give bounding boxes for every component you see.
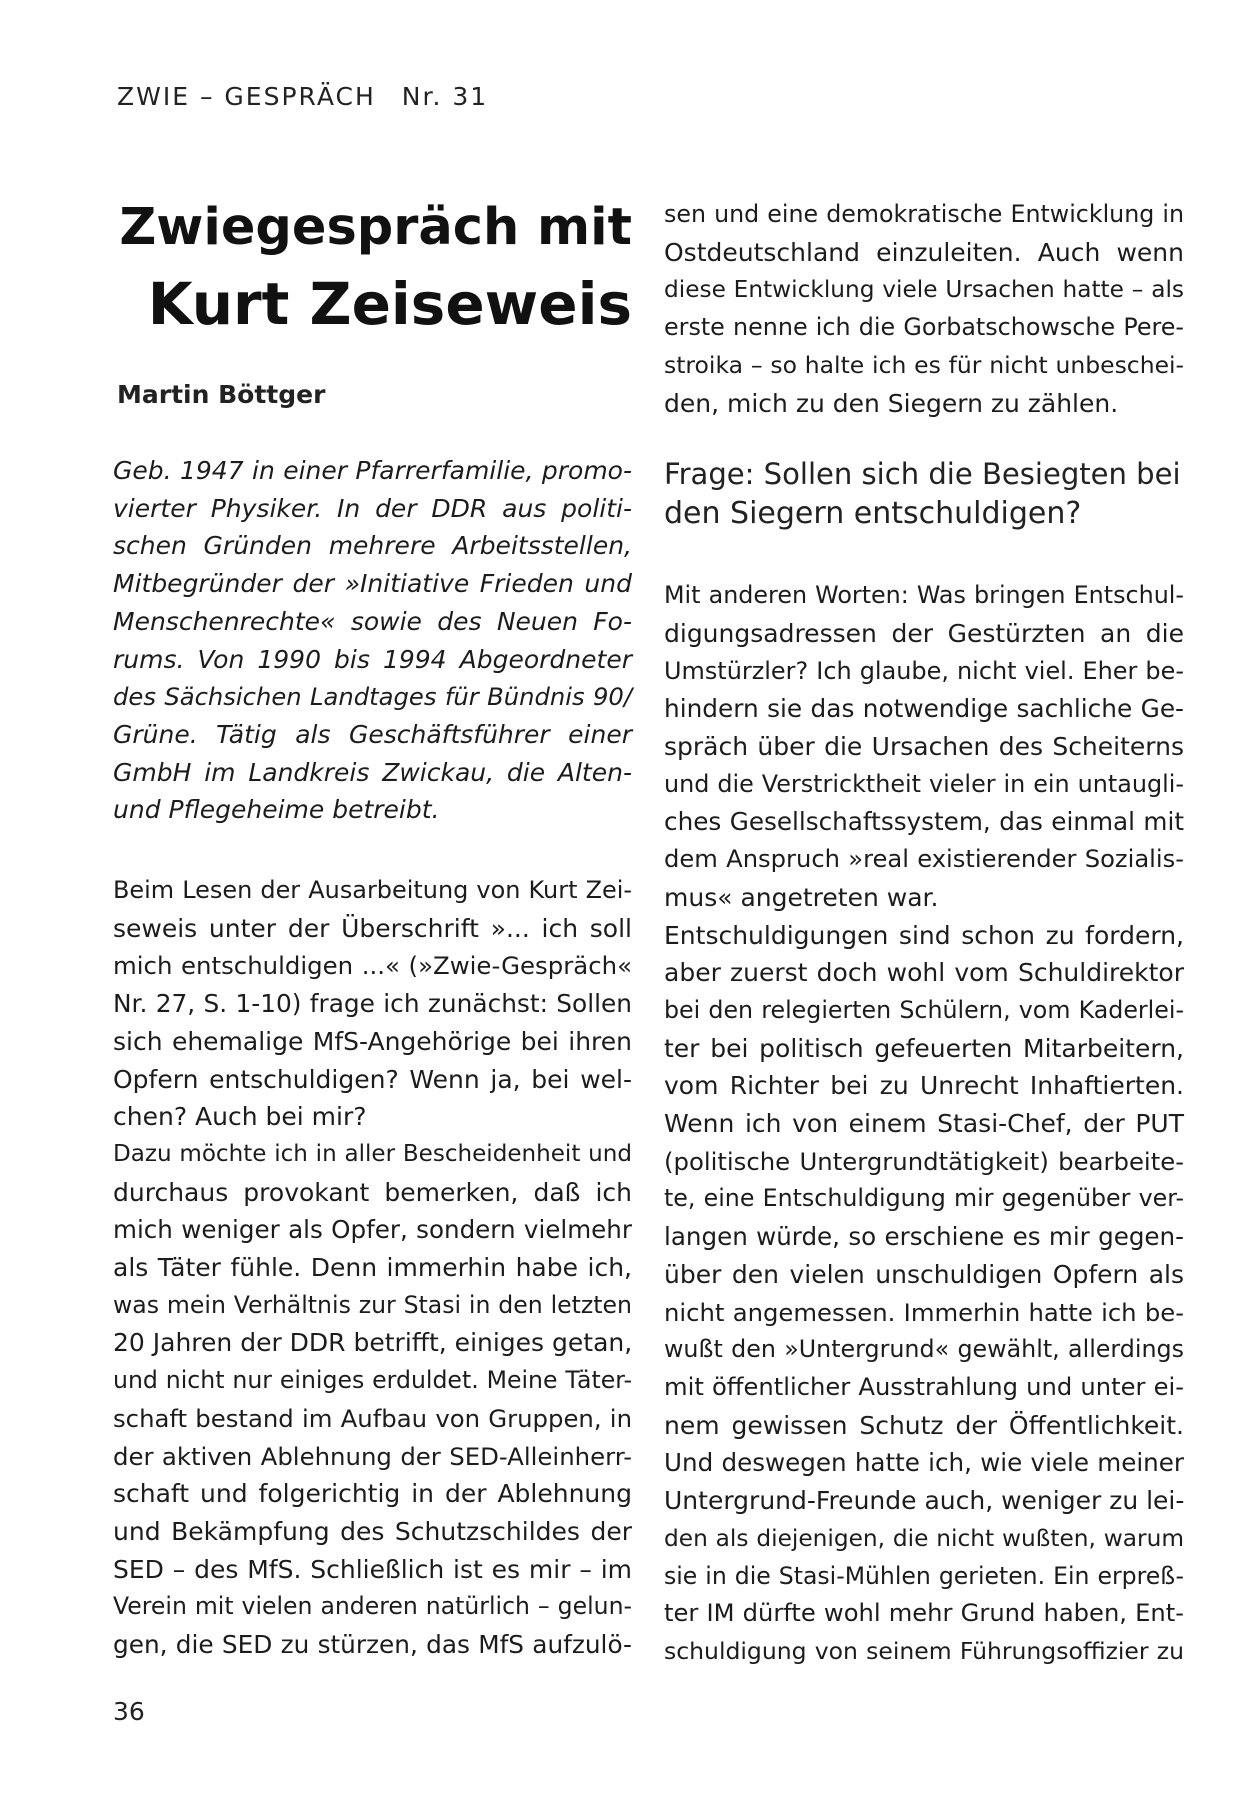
- body-line: was mein Verhältnis zur Stasi in den letzten: [113, 1290, 632, 1319]
- body-line: mich weniger als Opfer, sondern vielmehr: [113, 1215, 632, 1245]
- body-line: sie in die Stasi-Mühlen gerieten. Ein erpreß-: [664, 1561, 1184, 1590]
- body-line: te, eine Entschuldigung mir gegenüber ver-: [664, 1184, 1184, 1213]
- bio-line: Menschenrechte« sowie des Neuen Fo-: [113, 606, 632, 636]
- bio-line: Grüne. Tätig als Geschäftsführer einer: [113, 719, 632, 749]
- body-line: hindern sie das notwendige sachliche Ge-: [664, 694, 1184, 724]
- body-line: 20 Jahren der DDR betrifft, einiges getan,: [113, 1328, 633, 1358]
- bio-line: des Sächsichen Landtages für Bündnis 90/: [113, 682, 632, 712]
- running-title: ZWIE – GESPRÄCH: [117, 82, 376, 111]
- body-line: Und deswegen hatte ich, wie viele meiner: [664, 1448, 1184, 1478]
- body-line: Opfern entschuldigen? Wenn ja, bei wel-: [113, 1064, 632, 1094]
- body-text-left: [113, 872, 632, 1664]
- bio-line: Geb. 1947 in einer Pfarrerfamilie, promo-: [113, 456, 632, 485]
- body-line: Entschuldigungen sind schon zu fordern,: [664, 920, 1184, 950]
- body-line: aber zuerst doch wohl vom Schuldirektor: [664, 958, 1184, 988]
- body-line: Mit anderen Worten: Was bringen Entschul-: [664, 581, 1184, 610]
- body-line: digungsadressen der Gestürzten an die: [664, 618, 1184, 648]
- bio-line: rums. Von 1990 bis 1994 Abgeordneter: [113, 644, 632, 674]
- body-line: gen, die SED zu stürzen, das MfS aufzulö-: [113, 1630, 632, 1660]
- title-line: Zwiegespräch mit: [119, 198, 632, 257]
- body-line: vom Richter bei zu Unrecht Inhaftierten.: [664, 1071, 1184, 1101]
- body-line: Nr. 27, S. 1-10) frage ich zunächst: Sollen: [113, 989, 632, 1019]
- body-line: mit öffentlicher Ausstrahlung und unter ei-: [664, 1372, 1184, 1401]
- body-text-right: [664, 577, 1184, 1670]
- body-line: und die Verstricktheit vieler in ein untaugli-: [664, 769, 1184, 798]
- author-bio: [113, 452, 632, 829]
- body-line: Wenn ich von einem Stasi-Chef, der PUT: [664, 1109, 1184, 1139]
- body-line: erste nenne ich die Gorbatschowsche Pere-: [664, 313, 1184, 342]
- body-line: Dazu möchte ich in aller Bescheidenheit und: [113, 1140, 632, 1167]
- body-line: langen würde, so erschiene es mir gegen-: [664, 1222, 1184, 1252]
- body-line: bei den relegierten Schülern, vom Kaderlei-: [664, 995, 1184, 1024]
- bio-line: schen Gründen mehrere Arbeitsstellen,: [113, 531, 632, 561]
- body-line: nicht angemessen. Immerhin hatte ich be-: [664, 1297, 1184, 1327]
- body-line: stroika – so halte ich es für nicht unbeschei-: [664, 350, 1184, 379]
- page-number: 36: [113, 1697, 145, 1726]
- article-title: [117, 190, 632, 342]
- body-line: (politische Untergrundtätigkeit) bearbeite-: [664, 1146, 1184, 1176]
- bio-line: vierter Physiker. In der DDR aus politi-: [113, 493, 632, 523]
- body-line: Beim Lesen der Ausarbeitung von Kurt Zei-: [113, 876, 632, 905]
- bio-line: Mitbegründer der »Initiative Frieden und: [113, 569, 632, 599]
- body-line: schaft bestand im Aufbau von Gruppen, in: [113, 1403, 632, 1433]
- body-line: der aktiven Ablehnung der SED-Alleinherr-: [113, 1441, 632, 1471]
- body-line: über den vielen unschuldigen Opfern als: [664, 1259, 1184, 1289]
- body-line: mus« angetreten war.: [664, 882, 939, 912]
- body-text-right-top: [664, 196, 1184, 422]
- body-line: spräch über die Ursachen des Scheiterns: [664, 732, 1184, 762]
- body-line: den als diejenigen, die nicht wußten, warum: [664, 1524, 1184, 1552]
- body-line: und nicht nur einiges erduldet. Meine Täter-: [113, 1366, 632, 1395]
- body-line: ter bei politisch gefeuerten Mitarbeitern,: [664, 1033, 1184, 1063]
- body-line: und Bekämpfung des Schutzschildes der: [113, 1516, 632, 1546]
- body-line: diese Entwicklung viele Ursachen hatte – als: [664, 276, 1184, 304]
- body-line: SED – des MfS. Schließlich ist es mir – im: [113, 1554, 632, 1584]
- running-header: [117, 82, 488, 111]
- question-line: Frage: Sollen sich die Besiegten bei: [664, 457, 1181, 492]
- body-line: wußt den »Untergrund« gewählt, allerdings: [664, 1335, 1184, 1364]
- body-line: Umstürzler? Ich glaube, nicht viel. Eher be-: [664, 656, 1184, 685]
- right-column: [664, 196, 1184, 1671]
- body-line: ter IM dürfte wohl mehr Grund haben, Ent-: [664, 1599, 1184, 1628]
- body-line: sich ehemalige MfS-Angehörige bei ihren: [113, 1026, 632, 1056]
- body-line: schaft und folgerichtig in der Ablehnung: [113, 1479, 632, 1509]
- body-line: Ostdeutschland einzuleiten. Auch wenn: [664, 237, 1184, 267]
- body-line: seweis unter der Überschrift »... ich soll: [113, 913, 632, 943]
- body-line: Untergrund-Freunde auch, weniger zu lei-: [664, 1486, 1185, 1516]
- question-line: den Siegern entschuldigen?: [664, 496, 1082, 532]
- bio-line: GmbH im Landkreis Zwickau, die Alten-: [113, 757, 632, 787]
- body-line: schuldigung von seinem Führungsoffizier zu: [664, 1636, 1184, 1665]
- body-line: durchaus provokant bemerken, daß ich: [113, 1177, 632, 1207]
- body-line: chen? Auch bei mir?: [113, 1102, 367, 1132]
- author-name: Martin Böttger: [117, 380, 326, 409]
- body-line: dem Anspruch »real existierender Sozialis-: [664, 845, 1184, 874]
- body-line: den, mich zu den Siegern zu zählen.: [664, 388, 1119, 418]
- left-column: [113, 452, 632, 1664]
- body-line: ches Gesellschaftssystem, das einmal mit: [664, 807, 1184, 837]
- title-line: Kurt Zeiseweis: [147, 270, 632, 338]
- body-line: als Täter fühle. Denn immerhin habe ich,: [113, 1253, 632, 1283]
- issue-number: Nr. 31: [401, 82, 489, 111]
- bio-line: und Pflegeheime betreibt.: [113, 795, 440, 825]
- body-line: nem gewissen Schutz der Öffentlichkeit.: [664, 1410, 1184, 1440]
- body-line: Verein mit vielen anderen natürlich – gelun-: [113, 1592, 632, 1621]
- body-line: mich entschuldigen ...« (»Zwie-Gespräch«: [113, 951, 632, 981]
- section-question: [664, 454, 1184, 534]
- body-line: sen und eine demokratische Entwicklung in: [664, 200, 1184, 228]
